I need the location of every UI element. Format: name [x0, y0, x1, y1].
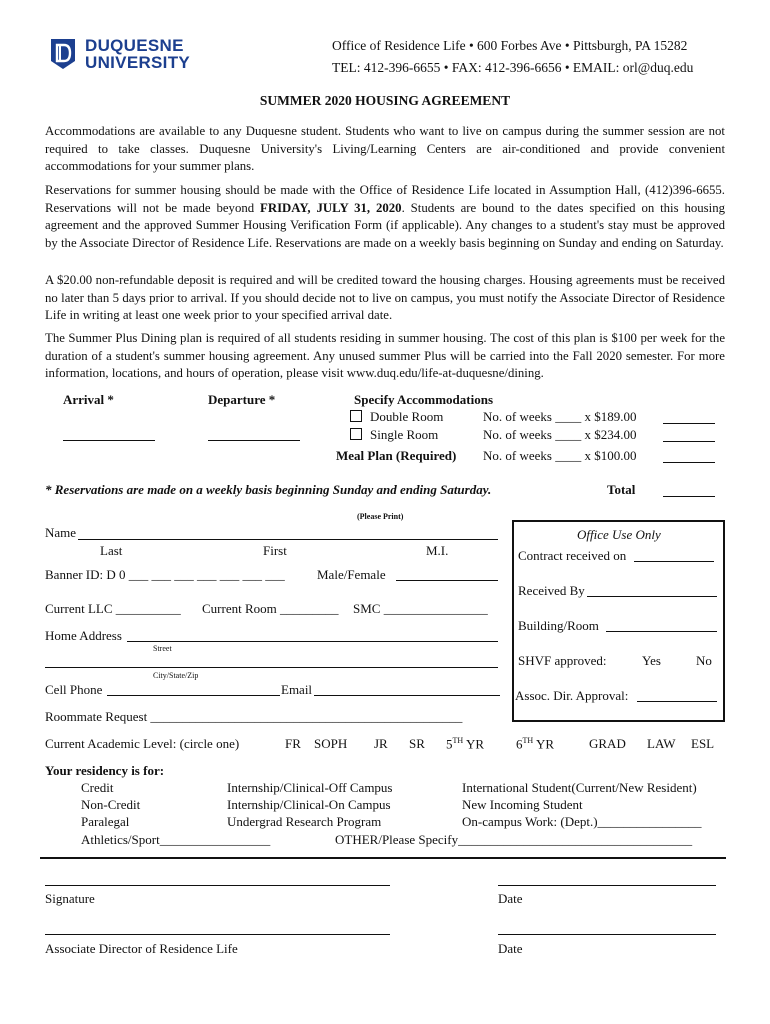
street-address-field[interactable]: [127, 641, 498, 642]
shvf-approved-label: SHVF approved:: [518, 653, 607, 668]
date-field-1[interactable]: [498, 885, 716, 886]
residency-internship-on[interactable]: Internship/Clinical-On Campus: [227, 797, 391, 812]
cell-phone-label: Cell Phone: [45, 682, 103, 697]
received-by-label: Received By: [518, 583, 585, 598]
received-by-field[interactable]: [587, 596, 717, 597]
level-soph[interactable]: SOPH: [314, 736, 348, 751]
email-field[interactable]: [314, 695, 500, 696]
weekly-note: * Reservations are made on a weekly basis beginning Sunday and ending Saturday.: [45, 482, 492, 497]
total-field[interactable]: [663, 496, 715, 497]
assoc-director-label: Associate Director of Residence Life: [45, 941, 238, 956]
departure-field[interactable]: [208, 440, 300, 441]
weeks-single[interactable]: No. of weeks ____ x $234.00: [483, 427, 637, 442]
arrival-field[interactable]: [63, 440, 155, 441]
paragraph-deposit: A $20.00 non-refundable deposit is required and will be credited toward the housing charges. Housing agreements must be received no later than 5 days prior to arrival. If you should decide not to live on campus, you must notify the Associate Director of Residence Life in writing at least one week prior to your specified arrival date.: [45, 273, 725, 323]
level-esl[interactable]: ESL: [691, 736, 715, 751]
residency-international[interactable]: International Student(Current/New Resident): [462, 780, 697, 795]
assoc-dir-approval-field[interactable]: [637, 701, 717, 702]
level-jr[interactable]: JR: [374, 736, 388, 751]
level-grad[interactable]: GRAD: [589, 736, 626, 751]
paragraph-dining: The Summer Plus Dining plan is required of all students residing in summer housing. The cost of this plan is $100 per week for the duration of a student's summer housing agreement. Any unused summer Plus will be carried into the Fall 2020 semester. For more information, locations, and hours of operation, please visit www.duq.edu/life-at-duquesne/dining.: [45, 331, 725, 381]
building-room-label: Building/Room: [518, 618, 599, 633]
checkbox-icon[interactable]: [350, 428, 362, 440]
assoc-director-signature-field[interactable]: [45, 934, 390, 935]
residency-new-incoming[interactable]: New Incoming Student: [462, 797, 583, 812]
level-fr[interactable]: FR: [285, 736, 301, 751]
name-field[interactable]: [78, 539, 498, 540]
deadline-date: FRIDAY, JULY 31, 2020: [260, 200, 402, 215]
reservations-paragraph: [45, 182, 725, 252]
specify-accommodations-label: Specify Accommodations: [354, 392, 494, 407]
residency-on-campus-work[interactable]: On-campus Work: (Dept.)________________: [462, 814, 702, 829]
last-name-label: Last: [100, 543, 123, 558]
university-logo: [47, 36, 197, 72]
male-female-label: Male/Female: [317, 567, 386, 582]
single-room-amount-field[interactable]: [663, 441, 715, 442]
paragraph-reservations-a: Reservations for summer housing should be made with the Office of Residence Life located in Assumption Hall, (412)396-6655. Reservations will not be made beyond: [45, 183, 725, 215]
middle-initial-label: M.I.: [426, 543, 449, 558]
meal-plan-amount-field[interactable]: [663, 462, 715, 463]
weeks-double[interactable]: No. of weeks ____ x $189.00: [483, 409, 637, 424]
single-room-option[interactable]: Single Room: [350, 427, 438, 443]
building-room-field[interactable]: [606, 631, 717, 632]
city-state-zip-field[interactable]: [45, 667, 498, 668]
first-name-label: First: [263, 543, 287, 558]
shvf-yes-option[interactable]: Yes: [642, 653, 661, 668]
logo-line1: DUQUESNE: [85, 36, 184, 55]
home-address-label: Home Address: [45, 628, 122, 643]
arrival-label: Arrival *: [63, 392, 114, 407]
name-label: Name: [45, 525, 77, 540]
level-6th-yr[interactable]: 6TH YR: [516, 736, 555, 752]
academic-level-label: Current Academic Level: (circle one): [45, 736, 240, 751]
cell-phone-field[interactable]: [107, 695, 280, 696]
contact-phone-email: TEL: 412-396-6655 • FAX: 412-396-6656 • EMAIL: orl@duq.edu: [332, 60, 694, 75]
shvf-no-option[interactable]: No: [696, 653, 712, 668]
contact-address: Office of Residence Life • 600 Forbes Ave • Pittsburgh, PA 15282: [332, 38, 688, 53]
banner-id-field[interactable]: Banner ID: D 0 ___ ___ ___ ___ ___ ___ ___: [45, 567, 285, 582]
paragraph-reservations-b: . Students are bound to the dates specified on this housing agreement and the approved Summer Housing Verification Form (if applicable). Any changes to a student's stay must be approved by the Associate Director of Residence Life. Reservations are made on a weekly basis beginning on Sunday and ending on Saturday.: [45, 200, 725, 250]
total-label: Total: [607, 482, 636, 497]
smc-field[interactable]: SMC ________________: [353, 601, 488, 616]
residency-paralegal[interactable]: Paralegal: [81, 814, 130, 829]
double-room-amount-field[interactable]: [663, 423, 715, 424]
paragraph-accommodations: Accommodations are available to any Duquesne student. Students who want to live on campus during the summer session are not required to take classes. Duquesne University's Living/Learning Centers are air-conditioned and provide convenient accommodations for your summer plans.: [45, 124, 725, 174]
residency-non-credit[interactable]: Non-Credit: [81, 797, 141, 812]
double-room-option[interactable]: Double Room: [350, 409, 443, 425]
please-print-label: (Please Print): [357, 512, 404, 521]
signature-field[interactable]: [45, 885, 390, 886]
page-title: SUMMER 2020 HOUSING AGREEMENT: [259, 93, 511, 108]
email-label: Email: [281, 682, 313, 697]
street-label: Street: [153, 644, 172, 653]
current-room-field[interactable]: Current Room _________: [202, 601, 339, 616]
date-label-2: Date: [498, 941, 523, 956]
level-law[interactable]: LAW: [647, 736, 676, 751]
signature-label: Signature: [45, 891, 95, 906]
roommate-request-field[interactable]: Roommate Request ________________________________________________: [45, 709, 463, 724]
dining-paragraph: [45, 330, 725, 383]
deposit-paragraph: [45, 272, 725, 325]
residency-credit[interactable]: Credit: [81, 780, 114, 795]
departure-label: Departure *: [208, 392, 276, 407]
gender-field[interactable]: [396, 580, 498, 581]
intro-paragraph: [45, 123, 725, 176]
level-5th-yr[interactable]: 5TH YR: [446, 736, 485, 752]
city-state-zip-label: City/State/Zip: [153, 671, 199, 680]
residency-internship-off[interactable]: Internship/Clinical-Off Campus: [227, 780, 393, 795]
assoc-dir-approval-label: Assoc. Dir. Approval:: [515, 688, 629, 703]
contract-received-label: Contract received on: [518, 548, 627, 563]
residency-label: Your residency is for:: [45, 763, 165, 778]
office-use-box: [512, 520, 725, 722]
date-label-1: Date: [498, 891, 523, 906]
date-field-2[interactable]: [498, 934, 716, 935]
residency-athletics[interactable]: Athletics/Sport_________________: [81, 832, 271, 847]
checkbox-icon[interactable]: [350, 410, 362, 422]
shield-icon: [49, 37, 77, 71]
current-llc-field[interactable]: Current LLC __________: [45, 601, 181, 616]
contract-received-field[interactable]: [634, 561, 714, 562]
meal-plan-label: Meal Plan (Required): [336, 448, 457, 463]
residency-undergrad-research[interactable]: Undergrad Research Program: [227, 814, 382, 829]
residency-other[interactable]: OTHER/Please Specify____________________________________: [335, 832, 693, 847]
weeks-meal[interactable]: No. of weeks ____ x $100.00: [483, 448, 637, 463]
logo-line2: UNIVERSITY: [85, 53, 191, 72]
section-divider: [40, 857, 726, 859]
level-sr[interactable]: SR: [409, 736, 425, 751]
office-use-title: Office Use Only: [577, 527, 661, 542]
